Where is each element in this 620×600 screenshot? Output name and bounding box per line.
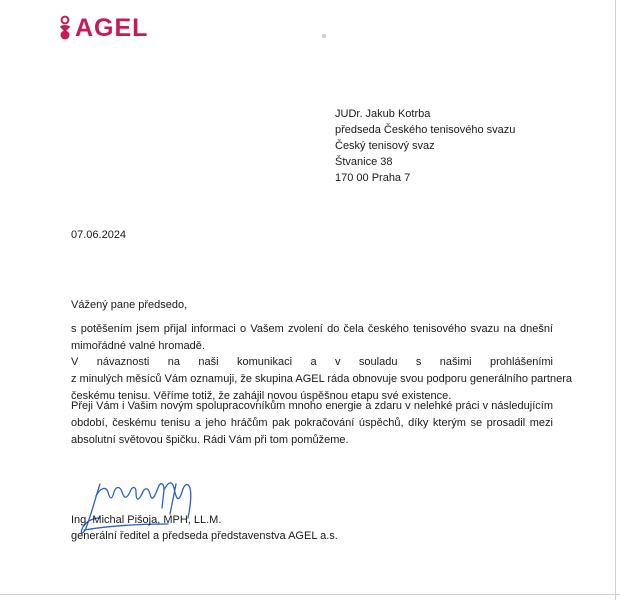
paragraph-line: V návaznosti na naši komunikaci a v souladu s našimi prohlášeními <box>71 356 553 368</box>
page-marker <box>322 34 326 38</box>
paragraph-line: českému tenisu. Věříme totiž, že zahájil novou úspěšnou etapu své existence. <box>71 390 452 402</box>
paragraph-line: období, českému tenisu a jeho hráčům pak pokračování úspěchů, díky kterým se prosadil mezi <box>71 417 553 429</box>
address-line: 170 00 Praha 7 <box>335 172 411 184</box>
agel-logo-icon <box>58 15 72 41</box>
paragraph-line: z minulých měsíců Vám oznamuji, že skupina AGEL ráda obnovuje svou podporu generálního partnera <box>71 373 572 385</box>
agel-logo <box>58 14 148 42</box>
signatory-name: Ing. Michal Pišoja, MPH, LL.M. <box>71 514 222 526</box>
paragraph-line: mimořádné valné hromadě. <box>71 340 205 352</box>
page-border-right <box>615 0 616 600</box>
paragraph-line: Přeji Vám i Vašim novým spolupracovníkům mnoho energie a zdaru v nelehké práci v následujícím <box>71 400 553 412</box>
paragraph-3 <box>71 398 553 449</box>
paragraph-line: s potěšením jsem přijal informaci o Vašem zvolení do čela českého tenisového svazu na dnešní <box>71 323 553 335</box>
address-line: Český tenisový svaz <box>335 140 435 152</box>
address-line: Štvanice 38 <box>335 156 393 168</box>
address-line: předseda Českého tenisového svazu <box>335 124 516 136</box>
logo-wordmark: AGEL <box>75 14 149 42</box>
paragraph-line: absolutní světovou špičku. Rádi Vám při tom pomůžeme. <box>71 434 349 446</box>
page-border-bottom <box>0 594 620 595</box>
letter-date: 07.06.2024 <box>71 229 127 241</box>
address-line: JUDr. Jakub Kotrba <box>335 108 431 120</box>
recipient-address <box>335 106 515 186</box>
salutation: Vážený pane předsedo, <box>71 299 188 311</box>
signatory-title: generální ředitel a předseda představenstva AGEL a.s. <box>71 530 338 542</box>
paragraph-1 <box>71 321 553 355</box>
